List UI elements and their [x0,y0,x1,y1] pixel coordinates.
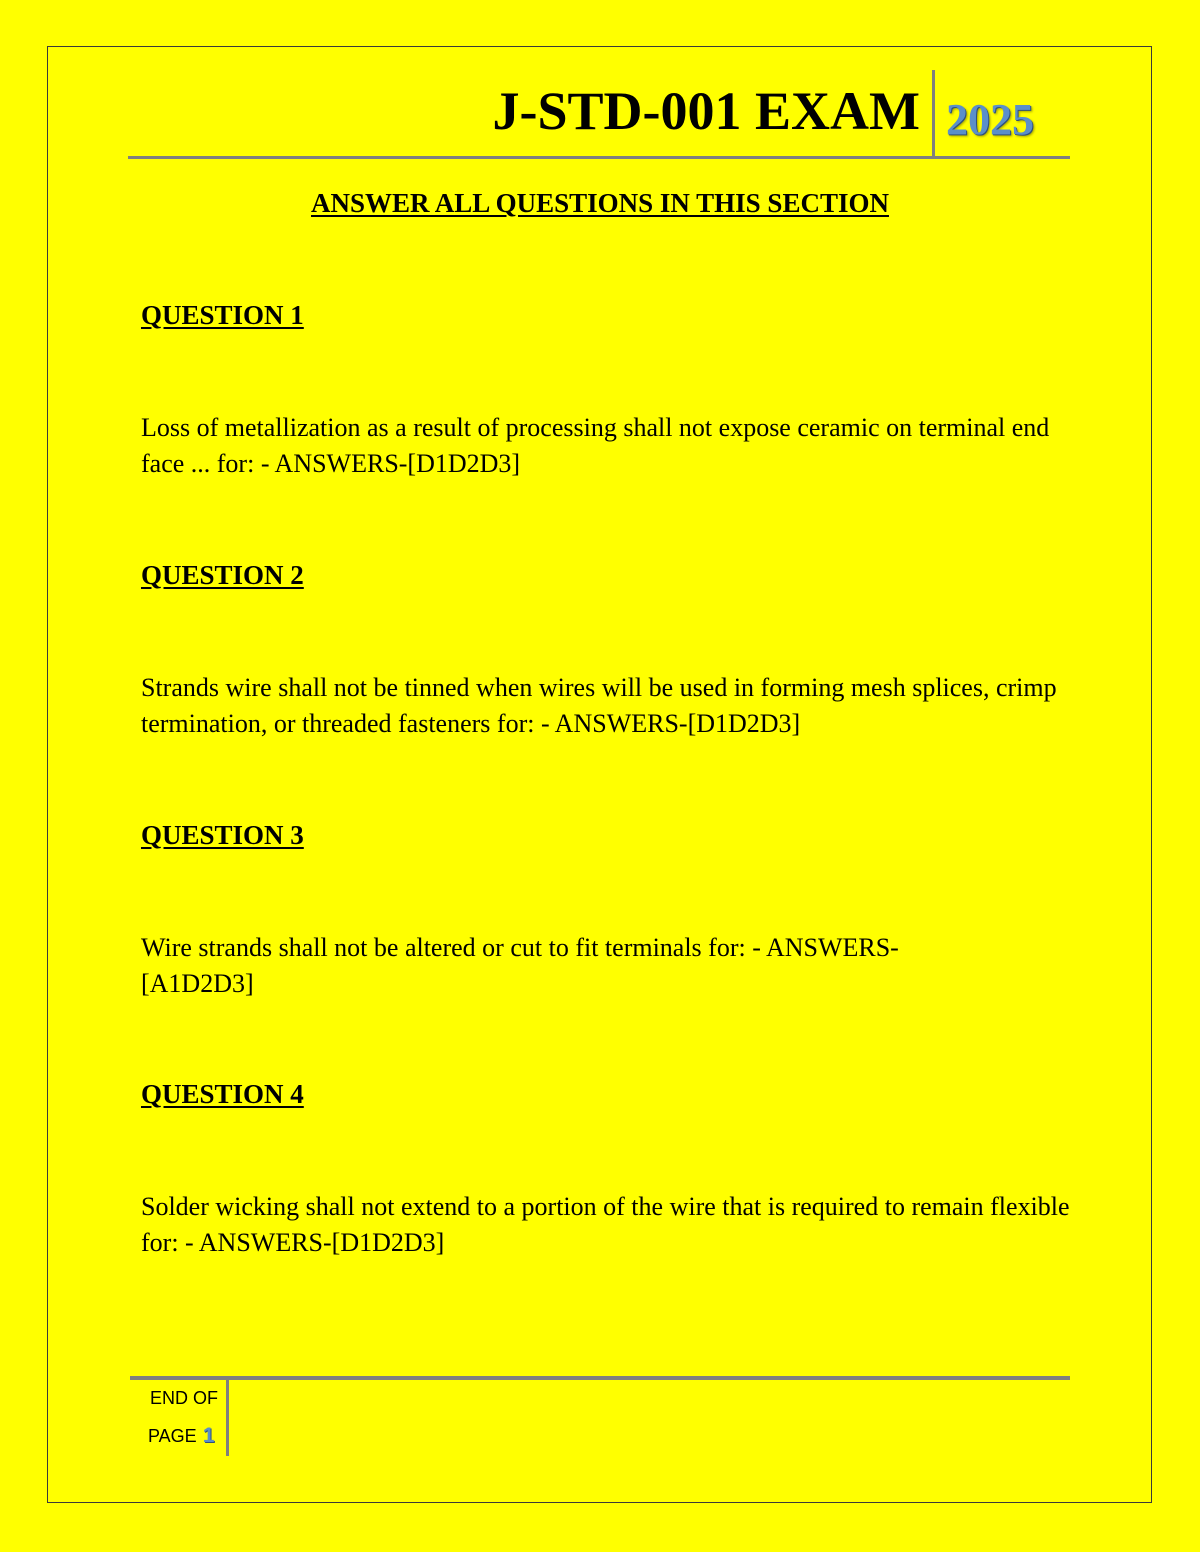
question-text: Solder wicking shall not extend to a portion of the wire that is required to remain flexible for: - ANSWERS-[D1D2D3] [141,1192,1070,1257]
question-text: Wire strands shall not be altered or cut to fit terminals for: - ANSWERS-[A1D2D3] [141,933,899,998]
question-heading: QUESTION 4 [141,1079,304,1109]
question-block-2 [141,558,1081,742]
question-heading: QUESTION 2 [141,560,304,590]
section-heading: ANSWER ALL QUESTIONS IN THIS SECTION [311,188,889,218]
page-footer [130,1376,1070,1458]
question-heading: QUESTION 3 [141,820,304,850]
page-header [128,70,1070,160]
exam-year: 2025 [946,95,1034,144]
footer-page-word: PAGE [148,1426,197,1446]
footer-page-label [148,1424,214,1448]
exam-title: J-STD-001 EXAM [492,81,920,141]
question-block-3 [141,818,1081,1002]
footer-page-number: 1 [202,1424,215,1447]
question-block-1 [141,298,1081,482]
question-text: Strands wire shall not be tinned when wires will be used in forming mesh splices, crimp termination, or threaded fasteners for: - ANSWERS-[D1D2D3] [141,673,1057,738]
footer-divider [226,1380,229,1456]
page-border [47,46,1152,1503]
question-text: Loss of metallization as a result of processing shall not expose ceramic on terminal end face ... for: - ANSWERS-[D1D2D3] [141,413,1050,478]
question-heading: QUESTION 1 [141,300,304,330]
footer-end-of: END OF [150,1388,219,1408]
header-divider [932,70,935,158]
header-rule [128,156,1070,159]
footer-rule [130,1376,1070,1380]
question-block-4 [141,1077,1081,1261]
